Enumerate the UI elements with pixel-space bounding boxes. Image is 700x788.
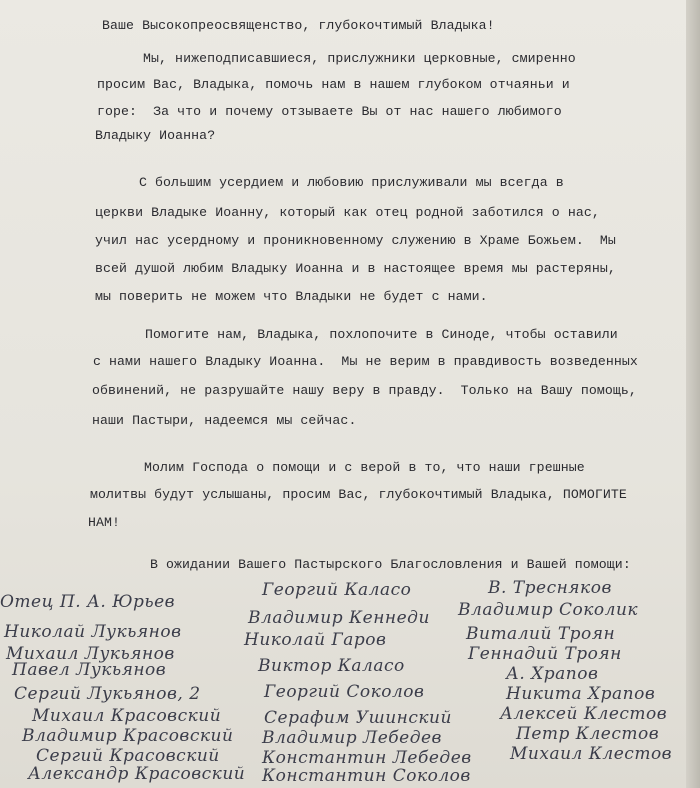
signature: Николай Гаров	[244, 630, 387, 650]
signature: Петр Клестов	[516, 724, 660, 744]
paragraph-2-line-3: учил нас усердному и проникновенному служению в Храме Божьем. Мы	[95, 233, 616, 248]
signature: Константин Соколов	[262, 766, 471, 786]
signature: Владимир Соколик	[458, 600, 639, 620]
page-edge	[686, 0, 700, 788]
paragraph-1-line-2: просим Вас, Владыка, помочь нам в нашем глубоком отчаяньи и	[97, 77, 570, 92]
paragraph-2-line-2: церкви Владыке Иоанну, который как отец родной заботился о нас,	[95, 205, 600, 220]
paragraph-3-line-2: с нами нашего Владыку Иоанна. Мы не верим в правдивость возведенных	[93, 354, 638, 369]
paragraph-4-line-1: Молим Господа о помощи и с верой в то, что наши грешные	[144, 460, 585, 475]
paragraph-4-line-2: молитвы будут услышаны, просим Вас, глубокочтимый Владыка, ПОМОГИТЕ	[90, 487, 627, 502]
salutation: Ваше Высокопреосвященство, глубокочтимый Владыка!	[102, 18, 495, 33]
paragraph-1-line-3: горе: За что и почему отзываете Вы от нас нашего любимого	[97, 104, 562, 119]
paragraph-3-line-1: Помогите нам, Владыка, похлопочите в Синоде, чтобы оставили	[145, 327, 618, 342]
signature: Виктор Каласо	[258, 656, 405, 676]
signature: Николай Лукьянов	[4, 622, 182, 642]
signature: Михаил Красовский	[32, 706, 222, 726]
paragraph-1-line-4: Владыку Иоанна?	[95, 128, 216, 143]
signature: А. Храпов	[506, 664, 599, 684]
signature: Георгий Каласо	[262, 580, 412, 600]
signature: Отец П. А. Юрьев	[0, 592, 176, 612]
signature: Павел Лукьянов	[12, 660, 167, 680]
signature: Владимир Красовский	[22, 726, 234, 746]
signature: Сергий Красовский	[36, 746, 220, 766]
signature: Серафим Ушинский	[264, 708, 452, 728]
paragraph-3-line-3: обвинений, не разрушайте нашу веру в правду. Только на Вашу помощь,	[92, 383, 637, 398]
closing-line: В ожидании Вашего Пастырского Благословления и Вашей помощи:	[150, 557, 631, 572]
signature: Геннадий Троян	[468, 644, 622, 664]
signature: Владимир Кеннеди	[248, 608, 430, 628]
signature: Сергий Лукьянов, 2	[14, 684, 201, 704]
paragraph-4-line-3: НАМ!	[88, 515, 121, 530]
signature: Георгий Соколов	[264, 682, 425, 702]
signature: В. Тресняков	[488, 578, 612, 598]
signature: Михаил Лукьянов	[6, 644, 175, 664]
signature: Владимир Лебедев	[262, 728, 442, 748]
paragraph-3-line-4: наши Пастыри, надеемся мы сейчас.	[92, 413, 357, 428]
paragraph-2-line-1: С большим усердием и любовию прислуживали мы всегда в	[139, 175, 564, 190]
signature: Виталий Троян	[466, 624, 616, 644]
signature: Алексей Клестов	[500, 704, 668, 724]
signature: Константин Лебедев	[262, 748, 472, 768]
signature: Михаил Клестов	[510, 744, 673, 764]
signature: Никита Храпов	[506, 684, 656, 704]
paragraph-2-line-4: всей душой любим Владыку Иоанна и в настоящее время мы растеряны,	[95, 261, 616, 276]
paragraph-1-line-1: Мы, нижеподписавшиеся, прислужники церковные, смиренно	[143, 51, 576, 66]
paragraph-2-line-5: мы поверить не можем что Владыки не будет с нами.	[95, 289, 488, 304]
signature: Александр Красовский	[28, 764, 246, 784]
